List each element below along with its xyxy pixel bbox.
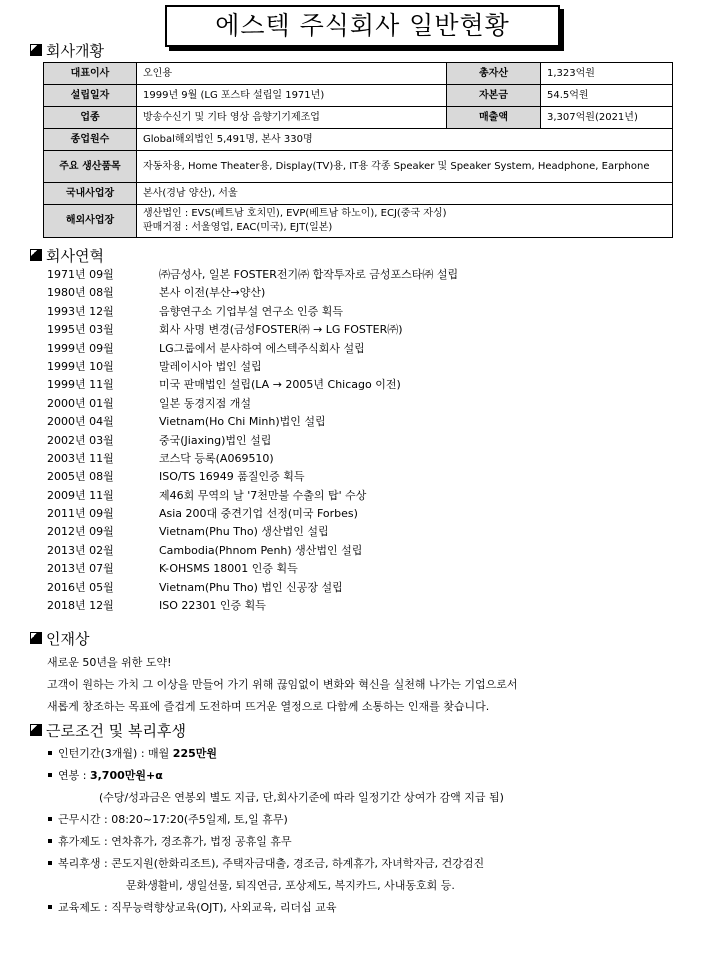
assets-value: 1,323억원 [541, 63, 673, 85]
salary-prefix: 연봉 : [58, 769, 90, 782]
history-event: 음향연구소 기업부설 연구소 인증 획득 [159, 304, 344, 318]
bullet-icon [48, 861, 52, 865]
history-date: 1995년 03월 [47, 323, 114, 337]
sales-label: 매출액 [447, 107, 541, 129]
assets-label: 총자산 [447, 63, 541, 85]
history-date: 2000년 04월 [47, 415, 114, 429]
history-date: 2009년 11월 [47, 488, 114, 502]
history-event: Cambodia(Phnom Penh) 생산법인 설립 [159, 543, 363, 557]
history-row [47, 358, 458, 376]
history-row [47, 376, 458, 394]
history-row [47, 597, 458, 615]
history-date: 1993년 12월 [47, 304, 114, 318]
history-date: 2013년 07월 [47, 562, 114, 576]
business-value: 방송수신기 및 기타 영상 음향기기제조업 [137, 107, 447, 129]
history-date: 1980년 08월 [47, 286, 114, 300]
table-row [44, 63, 673, 85]
history-row [47, 284, 458, 302]
bullet-icon [48, 905, 52, 909]
list-item [47, 897, 504, 919]
section-history-label: 회사연혁 [46, 247, 104, 265]
history-row [47, 432, 458, 450]
history-date: 1999년 10월 [47, 359, 114, 373]
work-hours: 근무시간 : 08:20~17:20(주5일제, 토,일 휴무) [58, 813, 288, 826]
history-event: ㈜금성사, 일본 FOSTER전기㈜ 합작투자로 금성포스타㈜ 설립 [159, 268, 459, 281]
section-bullet-icon [30, 44, 42, 56]
talent-line: 새롭게 창조하는 목표에 즐겁게 도전하며 뜨거운 열정으로 다함께 소통하는 인재를 찾습니다. [47, 700, 490, 713]
benefits-line-2: 문화생활비, 생일선물, 퇴직연금, 포상제도, 복지카드, 사내동호회 등. [126, 879, 455, 892]
company-overview-table [43, 62, 673, 238]
bullet-icon [48, 773, 52, 777]
domestic-value: 본사(경남 양산), 서울 [137, 183, 673, 205]
founded-label: 설립일자 [44, 85, 137, 107]
history-row [47, 468, 458, 486]
history-event: 제46회 무역의 날 '7천만불 수출의 탑' 수상 [159, 488, 367, 502]
history-row [47, 542, 458, 560]
bullet-icon [48, 751, 52, 755]
history-row [47, 523, 458, 541]
history-date: 2003년 11월 [47, 451, 114, 465]
section-welfare-heading [30, 722, 186, 740]
history-event: ISO 22301 인증 획득 [159, 599, 266, 613]
overseas-production: 생산법인 : EVS(베트남 호치민), EVP(베트남 하노이), ECJ(중국 자싱) [143, 208, 447, 219]
history-row [47, 487, 458, 505]
history-event: Vietnam(Phu Tho) 생산법인 설립 [159, 525, 329, 539]
overseas-value [137, 205, 673, 238]
overseas-sales: 판매거점 : 서울영업, EAC(미국), EJT(일본) [143, 222, 333, 233]
history-event: 말레이시아 법인 설립 [159, 359, 262, 373]
bullet-icon [48, 839, 52, 843]
table-row [44, 85, 673, 107]
section-talent-heading [30, 630, 89, 648]
table-row [44, 107, 673, 129]
business-label: 업종 [44, 107, 137, 129]
table-row [44, 205, 673, 238]
section-bullet-icon [30, 724, 42, 736]
welfare-list [47, 743, 504, 919]
history-row [47, 395, 458, 413]
history-row [47, 266, 458, 284]
history-event: 회사 사명 변경(금성FOSTER㈜ → LG FOSTER㈜) [159, 323, 403, 337]
history-row [47, 505, 458, 523]
history-row [47, 450, 458, 468]
history-date: 2002년 03월 [47, 433, 114, 447]
history-event: K-OHSMS 18001 인증 획득 [159, 562, 298, 576]
education-policy: 교육제도 : 직무능력향상교육(OJT), 사외교육, 리더십 교육 [58, 901, 337, 914]
list-item [47, 765, 504, 787]
history-event: 본사 이전(부산→양산) [159, 286, 266, 300]
history-event: 코스닥 등록(A069510) [159, 451, 274, 465]
talent-line: 고객이 원하는 가치 그 이상을 만들어 가기 위해 끊임없이 변화와 혁신을 실천해 나가는 기업으로서 [47, 678, 518, 691]
history-row [47, 560, 458, 578]
history-date: 2013년 02월 [47, 543, 114, 557]
section-history-heading [30, 247, 104, 265]
history-row [47, 579, 458, 597]
talent-description [47, 652, 518, 718]
products-value: 자동차용, Home Theater용, Display(TV)용, IT용 각종 Speaker 및 Speaker System, Headphone, Earphone [137, 151, 673, 183]
table-row [44, 129, 673, 151]
history-row [47, 321, 458, 339]
salary-value: 3,700만원+α [89, 769, 163, 782]
benefits-line-1: 복리후생 : 콘도지원(한화리조트), 주택자금대출, 경조금, 하계휴가, 자녀학자금, 건강검진 [58, 857, 485, 870]
table-row [44, 183, 673, 205]
intern-prefix: 인턴기간(3개월) : 매월 [58, 747, 173, 760]
employees-label: 종업원수 [44, 129, 137, 151]
history-event: Vietnam(Phu Tho) 법인 신공장 설립 [159, 580, 343, 594]
history-date: 1999년 11월 [47, 378, 114, 392]
capital-value: 54.5억원 [541, 85, 673, 107]
founded-value: 1999년 9월 (LG 포스타 설립일 1971년) [137, 85, 447, 107]
section-bullet-icon [30, 632, 42, 644]
history-date: 1999년 09월 [47, 341, 114, 355]
history-row [47, 340, 458, 358]
history-date: 2005년 08월 [47, 470, 114, 484]
products-label: 주요 생산품목 [44, 151, 137, 183]
sales-value: 3,307억원(2021년) [541, 107, 673, 129]
history-row [47, 303, 458, 321]
bullet-icon [48, 817, 52, 821]
holiday-policy: 휴가제도 : 연차휴가, 경조휴가, 법정 공휴일 휴무 [58, 835, 292, 848]
section-talent-label: 인재상 [46, 630, 90, 648]
employees-value: Global해외법인 5,491명, 본사 330명 [137, 129, 673, 151]
history-date: 2018년 12월 [47, 599, 114, 613]
history-list [47, 266, 458, 615]
list-item [47, 809, 504, 831]
document-title: 에스텍 주식회사 일반현황 [165, 5, 560, 47]
domestic-label: 국내사업장 [44, 183, 137, 205]
talent-line: 새로운 50년을 위한 도약! [47, 656, 172, 669]
ceo-value: 오인용 [137, 63, 447, 85]
history-date: 2000년 01월 [47, 396, 114, 410]
salary-note: (수당/성과금은 연봉외 별도 지급, 단,회사기준에 따라 일정기간 상여가 감액 지급 됨) [99, 791, 504, 804]
history-event: LG그룹에서 분사하여 에스텍주식회사 설립 [159, 341, 365, 355]
section-welfare-label: 근로조건 및 복리후생 [46, 722, 186, 740]
history-date: 2011년 09월 [47, 507, 114, 521]
history-event: 미국 판매법인 설립(LA → 2005년 Chicago 이전) [159, 378, 401, 392]
history-date: 1971년 09월 [47, 268, 114, 281]
list-item [47, 853, 504, 875]
history-event: 중국(Jiaxing)법인 설립 [159, 433, 272, 447]
table-row [44, 151, 673, 183]
history-date: 2016년 05월 [47, 580, 114, 594]
capital-label: 자본금 [447, 85, 541, 107]
ceo-label: 대표이사 [44, 63, 137, 85]
history-date: 2012년 09월 [47, 525, 114, 539]
section-overview-label: 회사개황 [46, 42, 104, 60]
history-event: Vietnam(Ho Chi Minh)법인 설립 [159, 415, 326, 429]
intern-pay: 225만원 [172, 747, 218, 760]
list-item [47, 831, 504, 853]
history-row [47, 413, 458, 431]
history-event: ISO/TS 16949 품질인증 획득 [159, 470, 305, 484]
history-event: 일본 동경지점 개설 [159, 396, 252, 410]
history-event: Asia 200대 중견기업 선정(미국 Forbes) [159, 507, 358, 521]
section-bullet-icon [30, 249, 42, 261]
section-overview-heading [30, 42, 104, 60]
list-item [47, 743, 504, 765]
overseas-label: 해외사업장 [44, 205, 137, 238]
